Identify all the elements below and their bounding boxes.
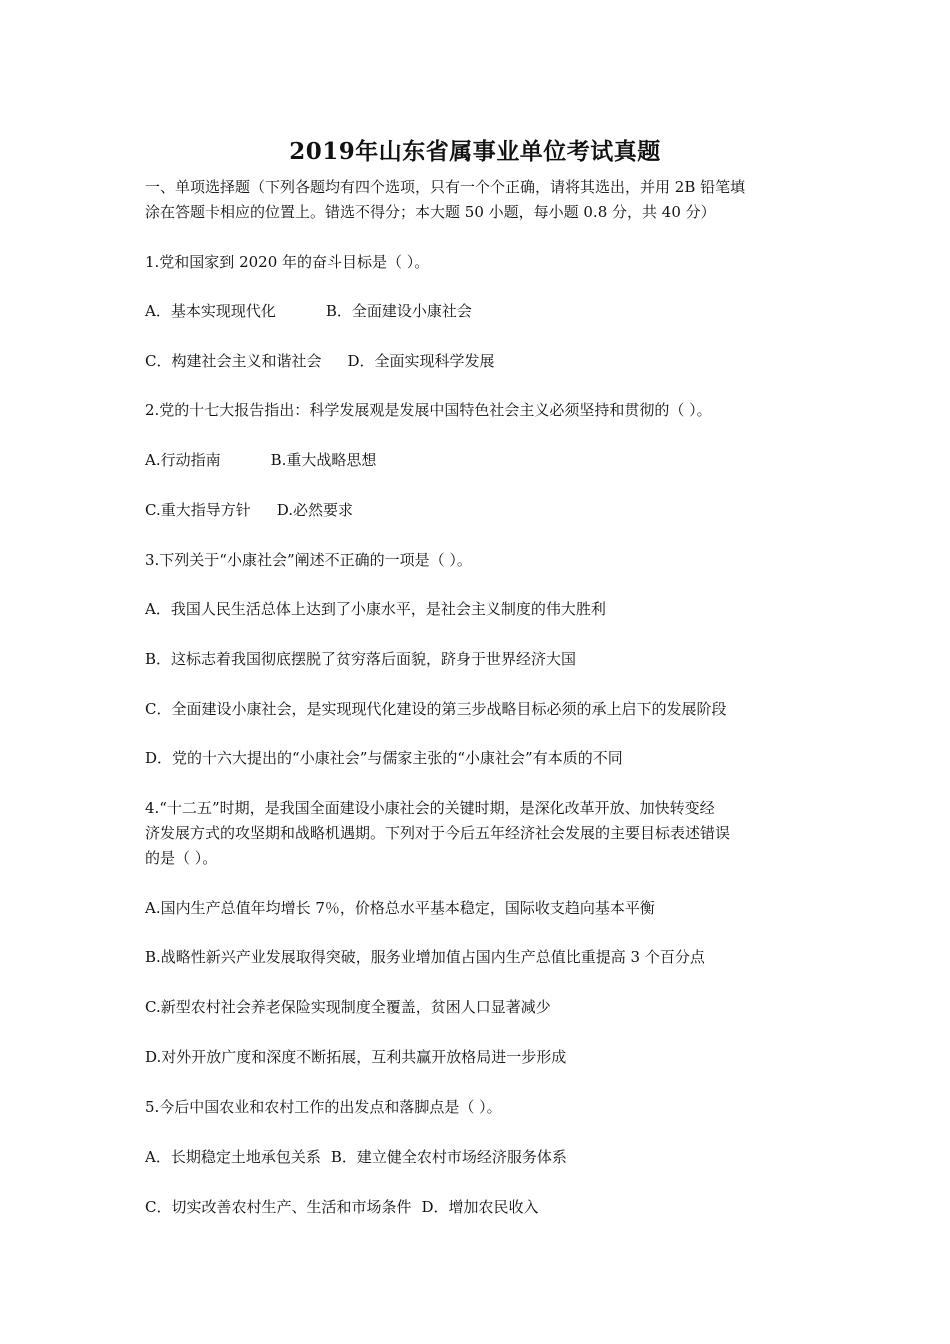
question-2-stem: 2.党的十七大报告指出：科学发展观是发展中国特色社会主义必须坚持和贯彻的（ ）。 [145,401,712,419]
question-5-option-d: D．增加农民收入 [421,1198,539,1216]
page-title: 2019年山东省属事业单位考试真题 [289,138,661,165]
section-heading-line-2: 涂在答题卡相应的位置上。错选不得分；本大题 50 小题，每小题 0.8 分，共 40 分） [145,203,716,221]
question-3-option-c: C．全面建设小康社会，是实现现代化建设的第三步战略目标必须的承上启下的发展阶段 [145,700,727,718]
question-1-option-c: C．构建社会主义和谐社会 [145,352,322,370]
question-1-option-b: B．全面建设小康社会 [325,302,472,320]
question-3-option-a: A．我国人民生活总体上达到了小康水平，是社会主义制度的伟大胜利 [145,600,606,618]
question-5-option-c: C．切实改善农村生产、生活和市场条件 [145,1198,412,1216]
question-1-options-row-2 [145,349,825,374]
question-2-options-row-1 [145,448,825,473]
question-4-stem-line-1: 4.“十二五”时期，是我国全面建设小康社会的关键时期，是深化改革开放、加快转变经 [145,799,715,817]
question-3-stem: 3.下列关于“小康社会”阐述不正确的一项是（ ）。 [145,551,472,569]
question-2-option-c: C.重大指导方针 [145,501,251,519]
question-4-option-a: A.国内生产总值年均增长 7％，价格总水平基本稳定，国际收支趋向基本平衡 [145,899,655,917]
question-5-stem: 5.今后中国农业和农村工作的出发点和落脚点是（ ）。 [145,1098,502,1116]
question-5-option-a: A．长期稳定土地承包关系 [145,1148,321,1166]
question-2-option-b: B.重大战略思想 [270,451,377,469]
question-4-option-c: C.新型农村社会养老保险实现制度全覆盖，贫困人口显著减少 [145,998,551,1016]
section-heading-line-1: 一、单项选择题（下列各题均有四个选项，只有一个个正确，请将其选出，并用 2B 铅笔填 [145,178,746,196]
question-2-option-a: A.行动指南 [145,451,221,469]
question-5-options-row-1 [145,1145,825,1170]
question-4-option-b: B.战略性新兴产业发展取得突破，服务业增加值占国内生产总值比重提高 3 个百分点 [145,948,705,966]
question-4-option-d: D.对外开放广度和深度不断拓展，互利共赢开放格局进一步形成 [145,1048,567,1066]
question-5-options-row-2 [145,1195,825,1220]
question-3-option-d: D．党的十六大提出的“小康社会”与儒家主张的“小康社会”有本质的不同 [145,749,623,767]
question-1-option-d: D．全面实现科学发展 [347,352,495,370]
question-1-options-row-1 [145,299,825,324]
question-3-option-b: B．这标志着我国彻底摆脱了贫穷落后面貌，跻身于世界经济大国 [145,650,577,668]
question-2-options-row-2 [145,498,825,523]
question-5-option-b: B．建立健全农村市场经济服务体系 [330,1148,567,1166]
question-1-option-a: A．基本实现现代化 [145,302,276,320]
question-4-stem-line-2: 济发展方式的攻坚期和战略机遇期。下列对于今后五年经济社会发展的主要目标表述错误 [145,824,731,842]
question-1-stem: 1.党和国家到 2020 年的奋斗目标是（ ）。 [145,253,430,271]
question-4-stem-line-3: 的是（ ）。 [145,849,218,867]
question-2-option-d: D.必然要求 [276,501,353,519]
